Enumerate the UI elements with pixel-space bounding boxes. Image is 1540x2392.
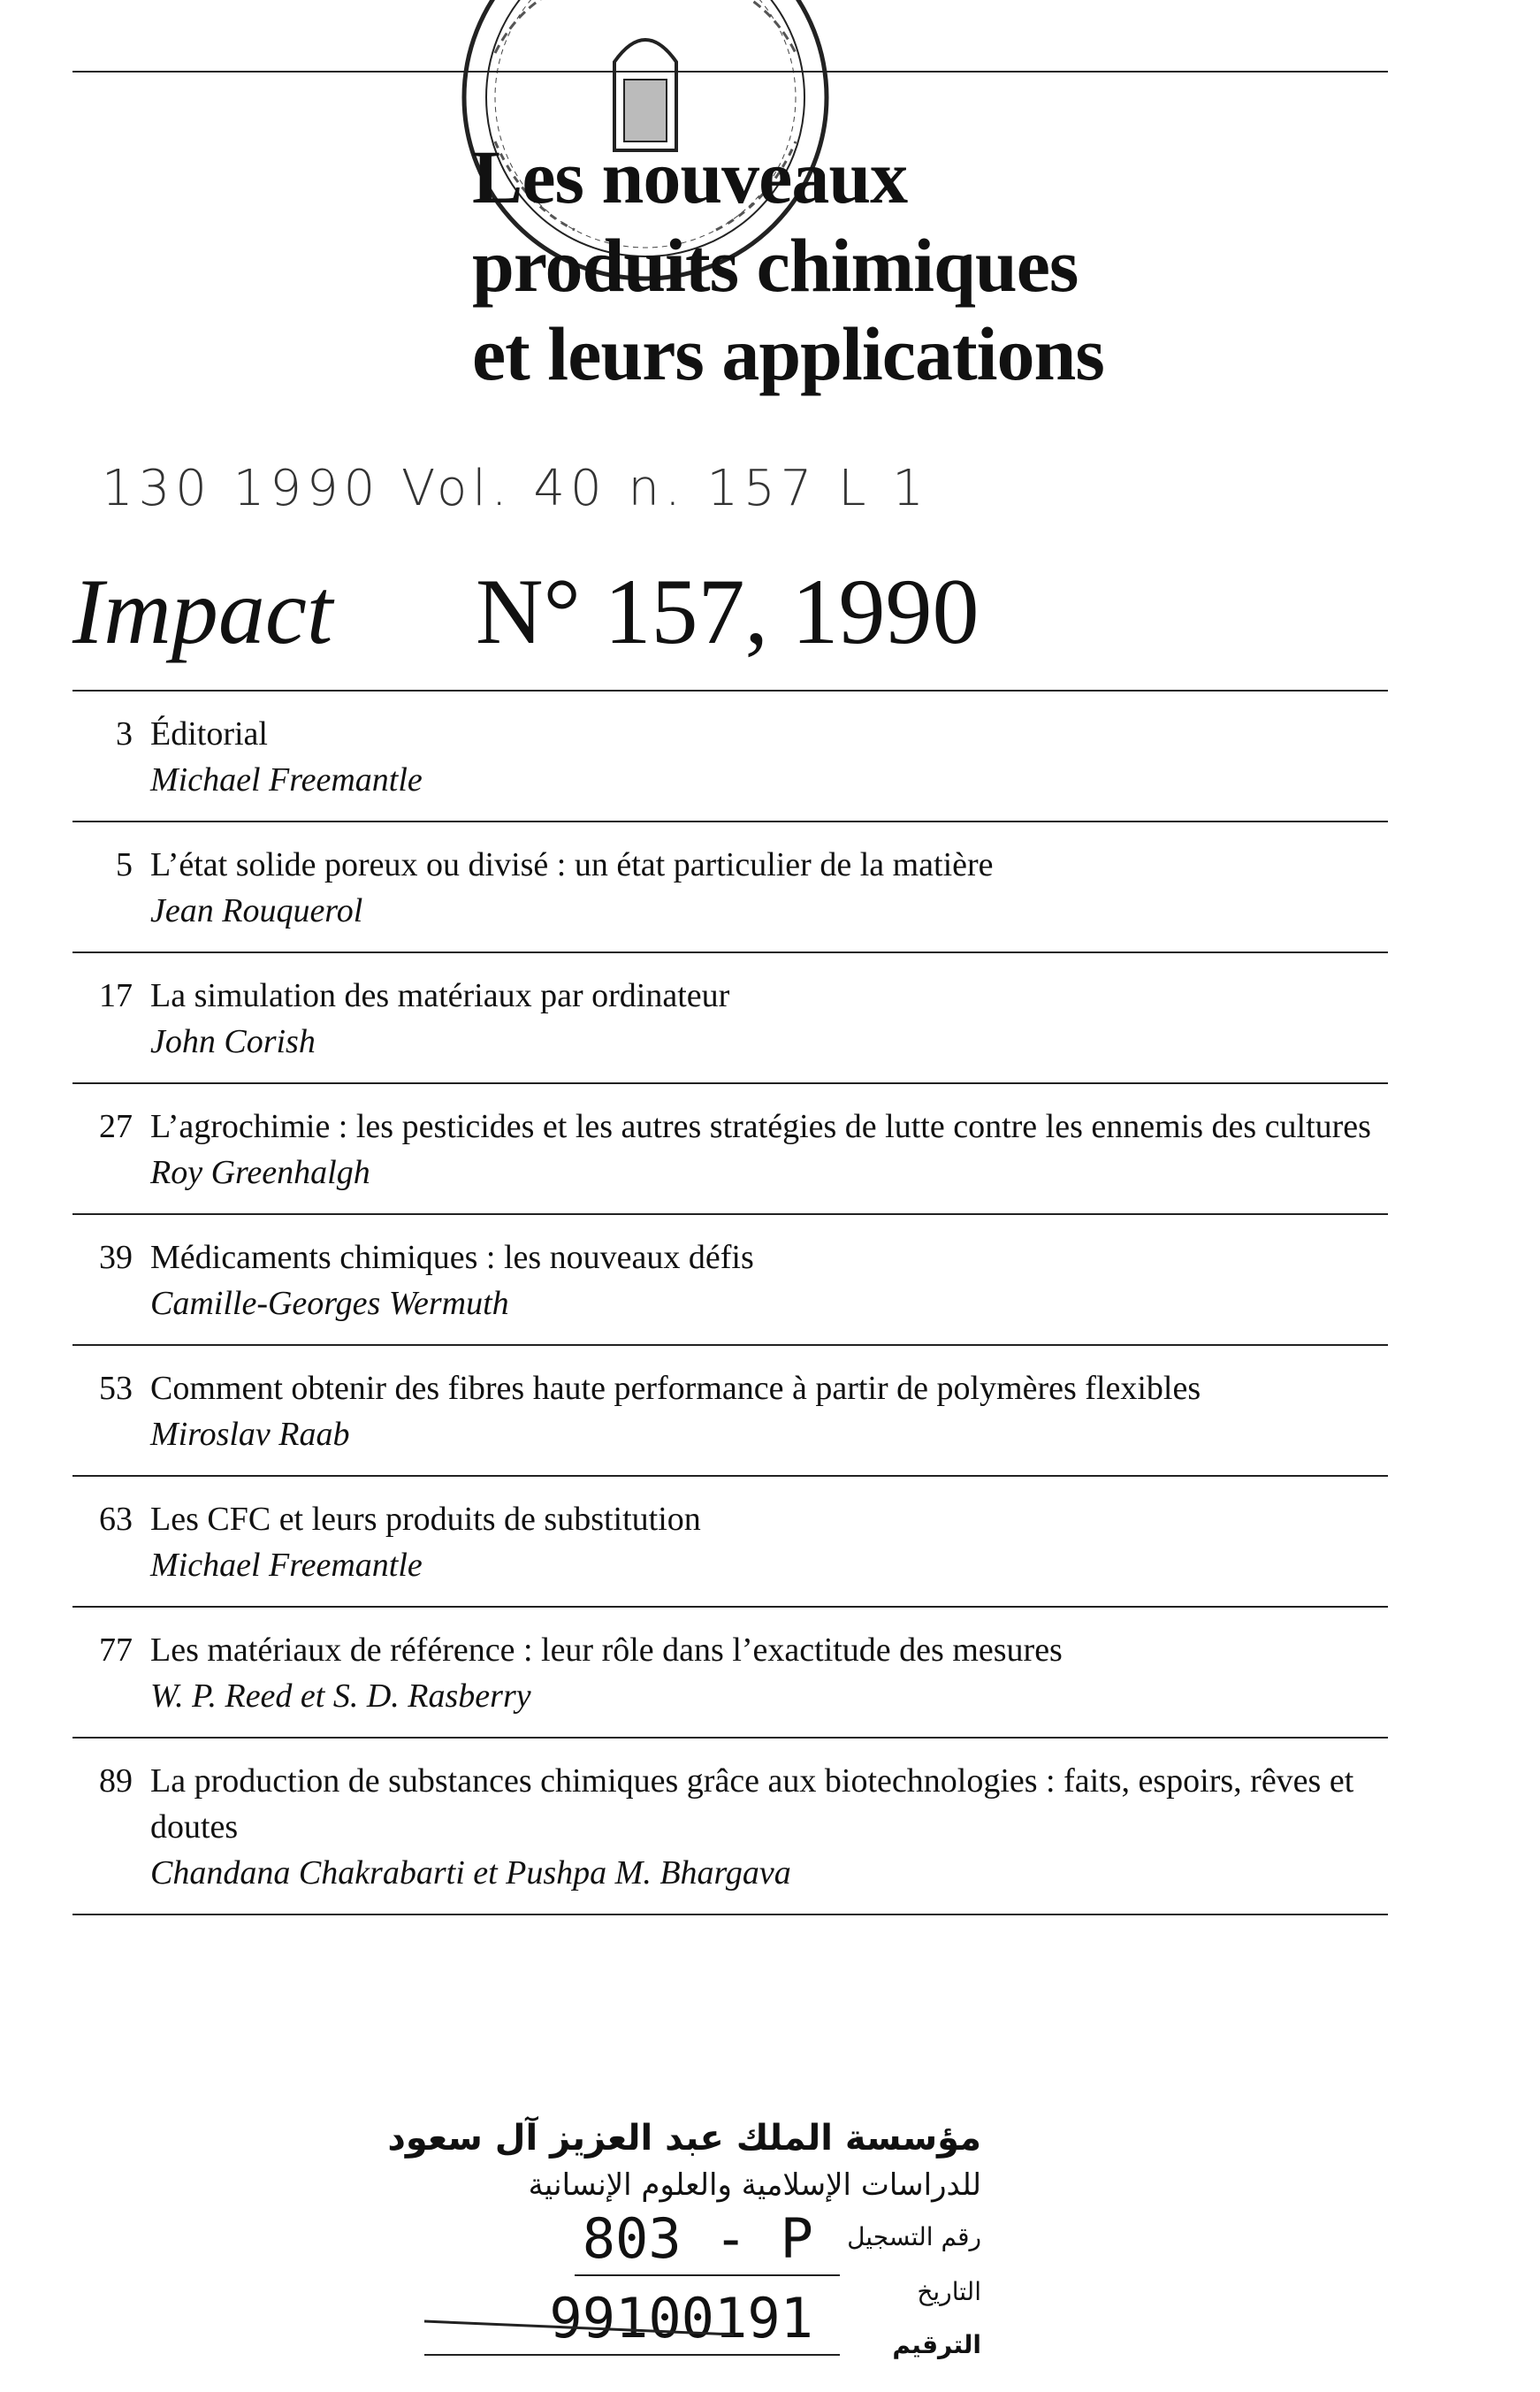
handwritten-catalog-note: 130 1990 Vol. 40 n. 157 L 1 xyxy=(102,460,929,517)
toc-article-title: Les CFC et leurs produits de substitution xyxy=(150,1501,701,1538)
toc-entry xyxy=(72,1084,1388,1215)
toc-page-number: 89 xyxy=(99,1762,133,1800)
toc-entry xyxy=(72,690,1388,822)
table-of-contents xyxy=(72,690,1388,1915)
toc-article-title: La simulation des matériaux par ordinateur xyxy=(150,977,730,1014)
toc-entry xyxy=(72,822,1388,953)
toc-entry xyxy=(72,1477,1388,1608)
title-line-1: Les nouveaux xyxy=(472,134,908,219)
toc-author: Chandana Chakrabarti et Pushpa M. Bhargava xyxy=(150,1854,791,1891)
toc-entry xyxy=(72,953,1388,1084)
journal-name: Impact xyxy=(72,560,333,663)
top-rule xyxy=(72,71,1388,73)
stamp-date: 99100191 xyxy=(549,2286,813,2350)
toc-page-number: 5 xyxy=(116,846,133,883)
toc-entry xyxy=(72,1608,1388,1739)
stamp-number-label: رقم التسجيل xyxy=(847,2222,981,2251)
toc-author: Michael Freemantle xyxy=(150,1547,423,1584)
toc-article-title: Éditorial xyxy=(150,715,268,753)
toc-page-number: 17 xyxy=(99,977,133,1014)
toc-author: W. P. Reed et S. D. Rasberry xyxy=(150,1677,531,1715)
toc-article-title: L’agrochimie : les pesticides et les autres stratégies de lutte contre les ennemis des cultures xyxy=(150,1108,1371,1145)
toc-author: Camille-Georges Wermuth xyxy=(150,1285,509,1322)
toc-page-number: 27 xyxy=(99,1108,133,1145)
stamp-institution-subtitle: للدراسات الإسلامية والعلوم الإنسانية xyxy=(528,2167,981,2203)
toc-article-title: La production de substances chimiques grâce aux biotechnologies : faits, espoirs, rêves et doutes xyxy=(150,1762,1354,1846)
title-line-2: produits chimiques xyxy=(472,223,1079,308)
publication-title xyxy=(472,133,1356,398)
library-registration-stamp xyxy=(387,2118,1017,2392)
toc-author: Miroslav Raab xyxy=(150,1416,350,1453)
toc-author: Roy Greenhalgh xyxy=(150,1154,370,1191)
toc-author: Michael Freemantle xyxy=(150,761,423,799)
toc-article-title: Médicaments chimiques : les nouveaux défis xyxy=(150,1239,754,1276)
toc-article-title: Comment obtenir des fibres haute performance à partir de polymères flexibles xyxy=(150,1370,1201,1407)
toc-page-number: 63 xyxy=(99,1501,133,1538)
toc-page-number: 39 xyxy=(99,1239,133,1276)
stamp-date-label: التاريخ xyxy=(917,2277,981,2306)
stamp-registration-number: 803 - P xyxy=(582,2206,813,2271)
toc-entry xyxy=(72,1346,1388,1477)
toc-article-title: L’état solide poreux ou divisé : un état particulier de la matière xyxy=(150,846,994,883)
toc-entry xyxy=(72,1739,1388,1915)
issue-number: N° 157, 1990 xyxy=(476,560,980,663)
toc-author: John Corish xyxy=(150,1023,316,1060)
title-line-3: et leurs applications xyxy=(472,311,1104,396)
toc-author: Jean Rouquerol xyxy=(150,892,363,929)
toc-page-number: 53 xyxy=(99,1370,133,1407)
toc-page-number: 3 xyxy=(116,715,133,753)
toc-entry xyxy=(72,1215,1388,1346)
stamp-code-label: الترقيم xyxy=(892,2330,981,2359)
stamp-underlines xyxy=(398,2118,1017,2392)
toc-page-number: 77 xyxy=(99,1632,133,1669)
stamp-institution: مؤسسة الملك عبد العزيز آل سعود xyxy=(387,2118,981,2159)
toc-article-title: Les matériaux de référence : leur rôle dans l’exactitude des mesures xyxy=(150,1632,1063,1669)
